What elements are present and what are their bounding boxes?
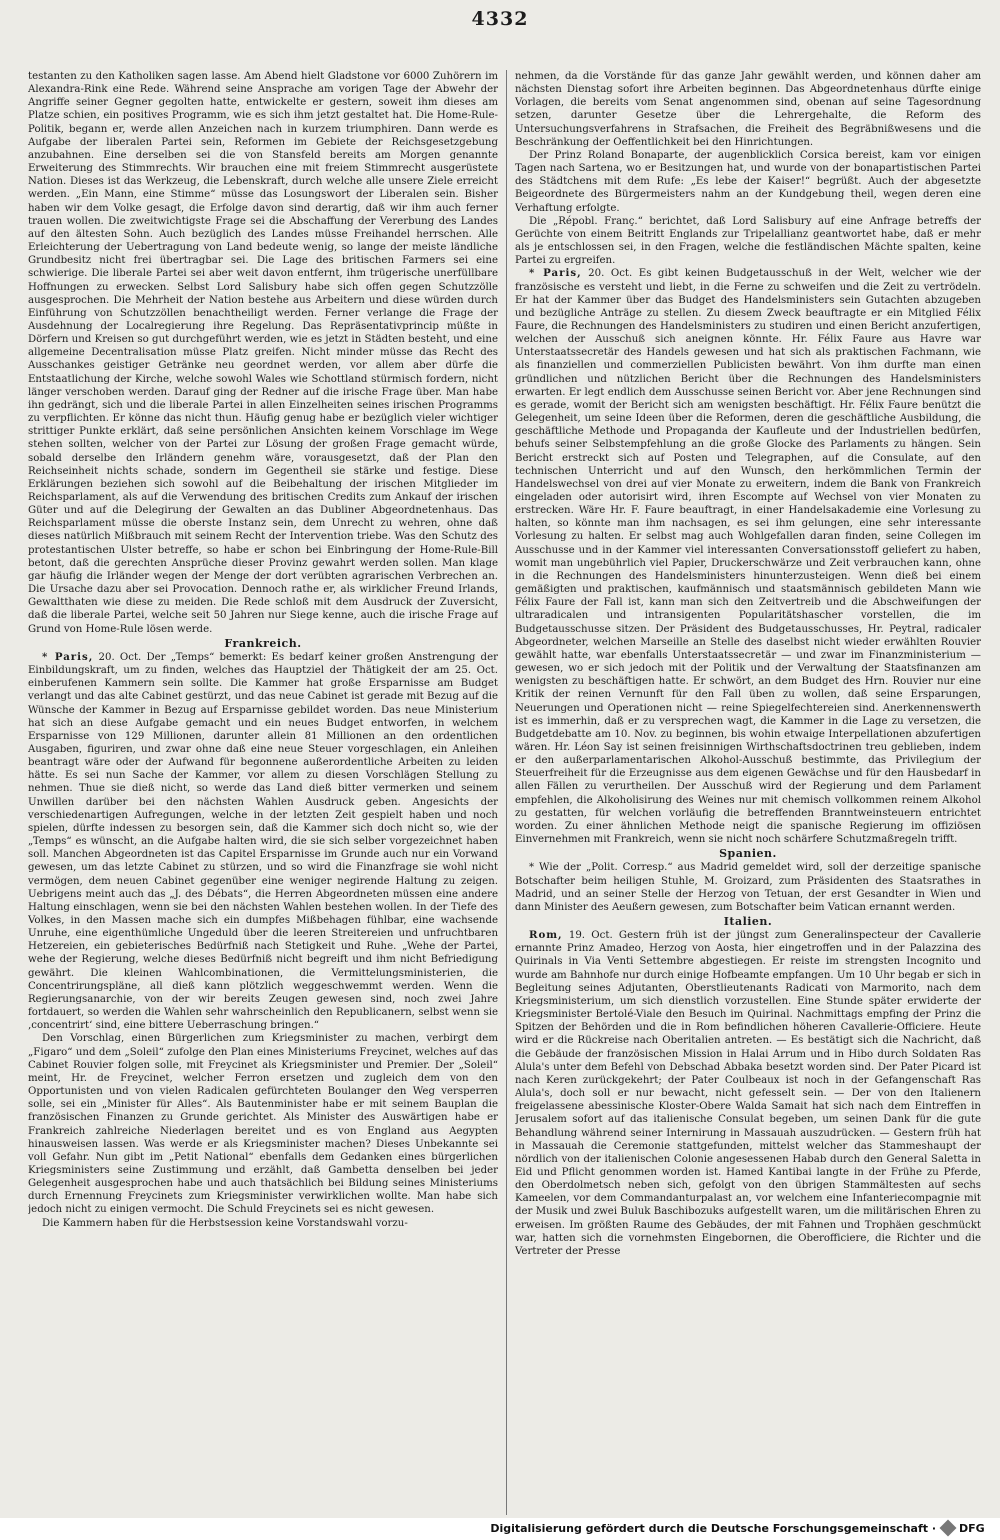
dfg-diamond-icon xyxy=(940,1520,957,1537)
article-paragraph: Den Vorschlag, einen Bürgerlichen zum Kriegsminister zu machen, verbirgt dem „Figaro“ und dem „Soleil“ zufolge den Plan eines Ministeriums Freycinet, welches auf das Cabinet Rouvier folgen solle, mit Freycinet als Kriegsminister und Premier. Der „Soleil“ meint, Hr. de Freycinet, welcher Ferron ersetzen und zugleich dem von den Opportunisten und von vielen Radicalen gefürchteten Boulanger den Weg versperren solle, sei ein „Minister für Alles“. Als Bautenminister habe er mit seinem Bauplan die französischen Finanzen zu Grunde gerichtet. Als Minister des Auswärtigen habe er Frankreich zahlreiche Niederlagen bereitet und es von England aus Aegypten hinausweisen lassen. Was werde er als Kriegsminister machen? Dieses Unbekannte sei voll Gefahr. Nun gibt im „Petit National“ ebenfalls dem Gedanken eines bürgerlichen Kriegsministers seine Zustimmung und erzählt, daß Gambetta denselben bei jeder Gelegenheit ausgesprochen habe und auch thatsächlich bei Bildung seines Ministeriums durch Ernennung Freycinets zum Kriegsminister verwirklichen wollte. Man habe sich jedoch nicht zu einigen vermocht. Die Schuld Freycinets sei es nicht gewesen. xyxy=(28,1033,498,1216)
article-paragraph xyxy=(515,929,981,1258)
paragraph-text: 20. Oct. Es gibt keinen Budgetausschuß in der Welt, welcher wie der französische es versteht und liebt, in die Ferne zu schweifen und die Zeit zu vertrödeln. Er hat der Kammer über das Budget des Handelsministers sein Gutachten abzugeben und bezügliche Anträge zu stellen. Zu diesem Zweck beauftragte er ein Mitglied Félix Faure, die Rechnungen des Handelsministers zu studiren und einen Bericht anzufertigen, welchen der Ausschuß sich aneignen könnte. Hr. Félix Faure aus Havre war Unterstaatssecretär des Handels gewesen und hat sich als praktischen Fachmann, wie als finanziellen und commerziellen Publicisten bewährt. Von ihm durfte man einen gründlichen und nützlichen Bericht über die Rechnungen des Handelsministers erwarten. Er legt endlich dem Ausschusse seinen Bericht vor. Aber jene Rechnungen sind es gerade, womit der Bericht sich am wenigsten beschäftigt. Hr. Félix Faure benützt die Gelegenheit, um seine Ideen über die Reformen, deren die geschäftliche Ausbildung, die geschäftliche Methode und Propaganda der Kaufleute und der Industriellen bedürfen, behufs seiner Selbstempfehlung an die große Glocke des Parlaments zu hängen. Sein Bericht erstreckt sich auf Posten und Telegraphen, auf die Consulate, auf den technischen Unterricht und auf den Wunsch, den herkömmlichen Termin der Handelswechsel von drei auf vier Monate zu erweitern, indem die Bank von Frankreich eingeladen oder autorisirt wird, ihren Escompte auf Wechsel von vier Monaten zu erstrecken. Wäre Hr. F. Faure beauftragt, in einer Handelsakademie eine Vorlesung zu halten, so könnte man ihm nachsagen, es sei ihm gelungen, eine sehr interessante Vorlesung zu halten. Er selbst mag auch Wohlgefallen daran finden, seine Collegen im Ausschusse und in der Kammer viel interessanten Conversationsstoff geliefert zu haben, womit man ungebührlich viel Papier, Druckerschwärze und Zeit verbrauchen kann, ohne in die Rechnungen des Handelsministers hinunterzusteigen. Wenn dieß bei einem gemäßigten und praktischen, kaufmännisch und staatsmännisch gebildeten Mann wie Félix Faure der Fall ist, kann man sich den Zeitvertreib und die Abschweifungen der ultraradicalen und intransigenten Popularitätshascher vorstellen, die im Budgetausschusse sitzen. Der Präsident des Budgetausschusses, Hr. Peytral, radicaler Abgeordneter, welchen Marseille an Stelle des daselbst nicht wieder erwählten Rouvier gewählt hatte, war ebenfalls Unterstaatssecretär — und zwar im Finanzministerium — gewesen, wo er sich jedoch mit der Politik und der Verwaltung der Staatsfinanzen am wenigsten zu beschäftigen hatte. Er schwört, an dem Budget des Hrn. Rouvier nur eine Kritik der reinen Vernunft für den Fall üben zu wollen, daß seine Ersparungen, Neuerungen und Operationen nicht — reine Spiegelfechtereien sind. Anerkennenswerth ist es immerhin, daß er zu versprechen wagt, die Kammer in die Lage zu versetzen, die Budgetdebatte am 10. Nov. zu beginnen, bis wohin etwaige Interpellationen abzufertigen wären. Hr. Léon Say ist seinen freisinnigen Wirthschaftsdoctrinen treu geblieben, indem er den außerparlamentarischen Alkohol-Ausschuß bestimmte, das Privilegium der Steuerfreiheit für die Erzeugnisse aus dem eigenen Gewächse und für den Hausbedarf in allen Fällen zu verurtheilen. Der Ausschuß wird der Regierung und dem Parlament empfehlen, die Alkoholisirung des Weines nur mit chemisch vollkommen reinem Alkohol zu gestatten, für welchen vorläufig die betreffenden Branntweinsteuern entrichtet worden. Zu einer ähnlichen Methode neigt die spanische Regierung im offiziösen Einvernehmen mit Frankreich, wenn sie nicht noch schärfere Schutzmaßregeln trifft. xyxy=(515,268,981,846)
page-number: 4332 xyxy=(471,8,529,30)
article-paragraph: Die Kammern haben für die Herbstsession keine Vorstandswahl vorzu- xyxy=(42,1217,408,1229)
right-column xyxy=(515,70,981,1515)
dateline: Rom, xyxy=(529,929,563,942)
section-heading-italien: Italien. xyxy=(723,915,773,928)
article-paragraph: * Wie der „Polit. Corresp.“ aus Madrid gemeldet wird, soll der derzeitige spanische Botschafter beim heiligen Stuhle, M. Groizard, zum Präsidenten des Staatsrathes in Madrid, und an seiner Stelle der Herzog von Tetuan, der erst Gesandter in Wien und dann Minister des Aeußern gewesen, zum Botschafter beim Vatican ernannt werden. xyxy=(515,862,981,913)
article-paragraph xyxy=(28,651,498,1033)
section-heading-frankreich: Frankreich. xyxy=(224,636,302,650)
column-divider xyxy=(506,70,507,1515)
paragraph-text: 20. Oct. Der „Temps“ bemerkt: Es bedarf keiner großen Anstrengung der Einbildungskraft, um zu finden, welches das Hauptziel der Thätigkeit der am 25. Oct. einberufenen Kammern sein sollte. Die Kammer hat große Ersparnisse am Budget verlangt und das alte Cabinet gestürzt, und das neue Cabinet ist gerade mit Bezug auf die Wünsche der Kammer in Bezug auf Ersparnisse gebildet worden. Das neue Ministerium hat sich an diese Aufgabe gemacht und ein neues Budget entworfen, in welchem Ersparnisse von 129 Millionen, darunter allein 81 Millionen an den ordentlichen Ausgaben, figuriren, und zwar ohne daß eine neue Steuer vorgeschlagen, ein Anleihen beantragt wäre oder der Aufwand für begonnene außerordentliche Arbeiten zu leiden hätte. Es sei nun Sache der Kammer, vor allem zu diesen Vorschlägen Stellung zu nehmen. Thue sie dieß nicht, so werde das Land dieß bitter vermerken und seinem Unwillen darüber bei den nächsten Wahlen Ausdruck geben. Angesichts der verschiedenartigen Aufregungen, welche in der letzten Zeit gespielt haben und noch spielen, dürfte indessen zu besorgen sein, daß die Kammer sich doch nicht so, wie der „Temps“ es wünscht, an die Aufgabe halten wird, die sie sich selber vorgezeichnet haben soll. Manchen Abgeordneten ist das Capitel Ersparnisse im Grunde auch nur ein Vorwand gewesen, um das letzte Cabinet zu stürzen, und so wird die Finanzfrage sie wohl nicht vermögen, dem neuen Cabinet gegenüber eine weniger negirende Haltung zu zeigen. Uebrigens meint auch das „J. des Débats“, die Herren Abgeordneten müssen eine andere Haltung einschlagen, wenn sie bei den nächsten Wahlen bestehen wollen. In der Tiefe des Volkes, in den Massen mache sich ein dumpfes Mißbehagen fühlbar, eine wachsende Unruhe, eine eigenthümliche Ungeduld über die leeren Streitereien und unfruchtbaren Hetzereien, ein gebieterisches Bedürfniß nach Stetigkeit und Ruhe. „Wehe der Partei, wehe der Regierung, welche dieses Bedürfniß nicht begreift und ihm nicht Befriedigung gewährt. Die kleinen Wahlcombinationen, die Vermittelungsministerien, die Concentrirungspläne, all dieß kann plötzlich weggeschwemmt werden. Wenn die Regierungsanarchie, von der wir bereits Zeugen gewesen sind, noch zwei Jahre fortdauert, so werden die Wahlen sehr wahrscheinlich den Republicanern, selbst wenn sie ‚concentrirt‘ sind, eine bittere Ueberraschung bringen.“ xyxy=(28,651,498,1032)
article-paragraph xyxy=(515,267,981,846)
digitization-credit: Digitalisierung gefördert durch die Deutsche Forschungsgemeinschaft · xyxy=(490,1522,936,1535)
paragraph-text: 19. Oct. Gestern früh ist der jüngst zum Generalinspecteur der Cavallerie ernannte Prinz Amadeo, Herzog von Aosta, hier eingetroffen und in der Palazzina des Quirinals in Via Venti Settembre abgestiegen. Er reiste im strengsten Incognito und wurde am Bahnhofe nur durch einige Hofbeamte empfangen. Um 10 Uhr begab er sich in Begleitung seines Adjutanten, Oberstlieutenants Radicati von Marmorito, nach dem Kriegsministerium, um sich dienstlich vorzustellen. Eine Stunde später erwiderte der Kriegsminister Bertolé-Viale den Besuch im Quirinal. Nachmittags empfing der Prinz die Spitzen der Behörden und die in Rom befindlichen höheren Cavallerie-Officiere. Heute wird er die Rückreise nach Oberitalien antreten. — Es bestätigt sich die Nachricht, daß die Gebäude der französischen Mission in Halai Arrum und in Hibo durch Soldaten Ras Alula's unter dem Befehl von Debschad Abbaka besetzt worden sind. Der Pater Picard ist nach Keren zurückgekehrt; der Pater Coulbeaux ist noch in der Gefangenschaft Ras Alula's, doch soll er nur bewacht, nicht gefesselt sein. — Der von den Italienern freigelassene abessinische Kloster-Obere Walda Samait hat sich nach dem Eintreffen in Jerusalem sofort auf das italienische Consulat begeben, um seinen Dank für die gute Behandlung während seiner Internirung in Massauah auszudrücken. — Gestern früh hat in Massauah die Ceremonie stattgefunden, mittelst welcher das Stammeshaupt der nördlich von der italienischen Colonie angesessenen Habab durch den General Saletta in Eid und Pflicht genommen worden ist. Hamed Kantibai langte in der Frühe zu Pferde, den Oberdolmetsch neben sich, gefolgt von den übrigen Stammältesten auf sechs Kameelen, vor dem Commandanturpalast an, vor welchem eine Infanteriecompagnie mit der Musik und zwei Buluk Baschibozuks aufgestellt waren, um die militärischen Ehren zu erweisen. Im größten Raume des Gebäudes, der mit Fahnen und Trophäen geschmückt war, hatten sich die vornehmsten Eingebornen, die Oberofficiere, die Richter und die Vertreter der Presse xyxy=(515,930,981,1257)
article-paragraph: nehmen, da die Vorstände für das ganze Jahr gewählt werden, und können daher am nächsten Dienstag sofort ihre Arbeiten beginnen. Das Abgeordnetenhaus dürfte einige Vorlagen, die bereits vom Senat angenommen sind, obenan auf seine Tagesordnung setzen, darunter Gesetze über die Lehrergehalte, die Reform des Untersuchungsverfahrens in Strafsachen, die Freiheit des Begräbnißwesens und die Beschränkung der Oeffentlichkeit bei den Hinrichtungen. xyxy=(515,71,981,148)
dateline: * Paris, xyxy=(42,650,94,663)
article-paragraph: Der Prinz Roland Bonaparte, der augenblicklich Corsica bereist, kam vor einigen Tagen nach Sartena, wo er Besitzungen hat, und wurde von der bonapartistischen Partei des Städtchens mit dem Rufe: „Es lebe der Kaiser!“ begrüßt. Auch der abgesetzte Beigeordnete des Bürgermeisters nahm an der Kundgebung theil, wegen deren eine Verhaftung erfolgte. xyxy=(515,149,981,214)
dfg-logo xyxy=(942,1520,994,1536)
section-heading-spanien: Spanien. xyxy=(719,847,777,861)
article-paragraph: testanten zu den Katholiken sagen lasse. Am Abend hielt Gladstone vor 6000 Zuhörern im Alexandra-Rink eine Rede. Während seine Ansprache am vorigen Tage der Abwehr der Angriffe seiner Gegner gegolten hatte, entwickelte er gestern, soweit ihm dieses am Platze schien, ein positives Programm, wie es sich ihm jetzt gestaltet hat. Die Home-Rule-Politik, begann er, werde allen Anzeichen nach in kurzem triumphiren. Dann werde es Aufgabe der liberalen Partei sein, Reformen im Gebiete der Reichsgesetzgebung anzubahnen. Eine derselben sei die von Stansfeld bereits am Morgen genannte Erweiterung des Stimmrechts. Wir brauchen eine mit freiem Stimmrecht ausgerüstete Nation. Dieses ist das Werkzeug, die Lebenskraft, durch welche alle unsere Ziele erreicht werden. „Ein Mann, eine Stimme“ müsse das Losungswort der Liberalen sein. Bisher haben wir dem Volke gesagt, die Erfolge davon sind derartig, daß wir ihm auch ferner trauen wollen. Die zweitwichtigste Frage sei die Abschaffung der Vererbung des Landes auf den ältesten Sohn. Auch bezüglich des Landes müsse Freihandel herrschen. Alle Erleichterung der Uebertragung von Land bedeute wenig, so lange der meiste ländliche Grundbesitz nicht frei übertragbar sei. Die Lage des britischen Farmers sei eine schwierige. Die liberale Partei sei aber weit davon entfernt, ihm trügerische unerfüllbare Hoffnungen zu erwecken. Selbst Lord Salisbury habe sich offen gegen Schutzzölle ausgesprochen. Die Mehrheit der Nation bestehe aus Arbeitern und diese würden durch Einführung von Schutzzöllen benachtheiligt werden. Ferner verlange die Frage der Ausdehnung der Localregierung ihre Regelung. Das Repräsentativprincip müßte in Dörfern und Kreisen so gut durchgeführt werden, wie es jetzt in Städten besteht, und eine allgemeine Decentralisation müsse Platz greifen. Nicht minder müsse das Recht des Ausschankes geistiger Getränke neu geordnet werden, vor allem aber dürfe die Entstaatlichung der Kirche, welche sowohl Wales wie Schottland stürmisch fordern, nicht länger verschoben werden. Darauf ging der Redner auf die irische Frage über. Man habe ihn gedrängt, sich und die liberale Partei in allen Einzelheiten seines irischen Programms zu verpflichten. Er könne das nicht thun. Häufig genug habe er bezüglich vieler wichtiger strittiger Punkte erklärt, daß seine persönlichen Ansichten keinem Vorschlage im Wege stehen sollten, welcher von der Partei zur Lösung der großen Frage gemacht würde, sobald derselbe den Irländern genehm wäre, vorausgesetzt, daß der Plan den Reichseinheit nichts schade, sondern im Gegentheil sie stärke und festige. Diese Erklärungen beziehen sich sowohl auf die Beibehaltung der irischen Mitglieder im Reichsparlament, als auf die Verwendung des britischen Credits zum Ankauf der irischen Güter und auf die Delegirung der Gewalten an das Dubliner Abgeordnetenhaus. Das Reichsparlament müsse die oberste Instanz sein, dem Unrecht zu wehren, ohne daß dieses natürlich Mißbrauch mit seinem Recht der Intervention triebe. Was den Schutz des protestantischen Ulster betreffe, so habe er schon bei Einbringung der Home-Rule-Bill betont, daß die gerechten Ansprüche dieser Provinz gewahrt werden sollen. Man klage gar häufig die Irländer wegen der Menge der dort verübten agrarischen Verbrechen an. Die Ursache dazu aber sei Provocation. Dennoch rathe er, als wirklicher Freund Irlands, Gewaltthaten wie diese zu meiden. Die Rede schloß mit dem Ausdruck der Zuversicht, daß die liberale Partei, welche seit 50 Jahren nur Siege kenne, auch die irische Frage auf Grund von Home-Rule lösen werde. xyxy=(28,71,498,635)
left-column xyxy=(28,70,498,1515)
dfg-logo-text: DFG xyxy=(959,1521,985,1535)
dateline: * Paris, xyxy=(529,267,582,280)
article-paragraph: Die „Répobl. Franç.“ berichtet, daß Lord Salisbury auf eine Anfrage betreffs der Gerüchte von einem Beitritt Englands zur Tripelallianz geantwortet habe, daß er mehr als je entschlossen sei, in den Fragen, welche die festländischen Mächte spalten, keine Partei zu ergreifen. xyxy=(515,215,981,267)
